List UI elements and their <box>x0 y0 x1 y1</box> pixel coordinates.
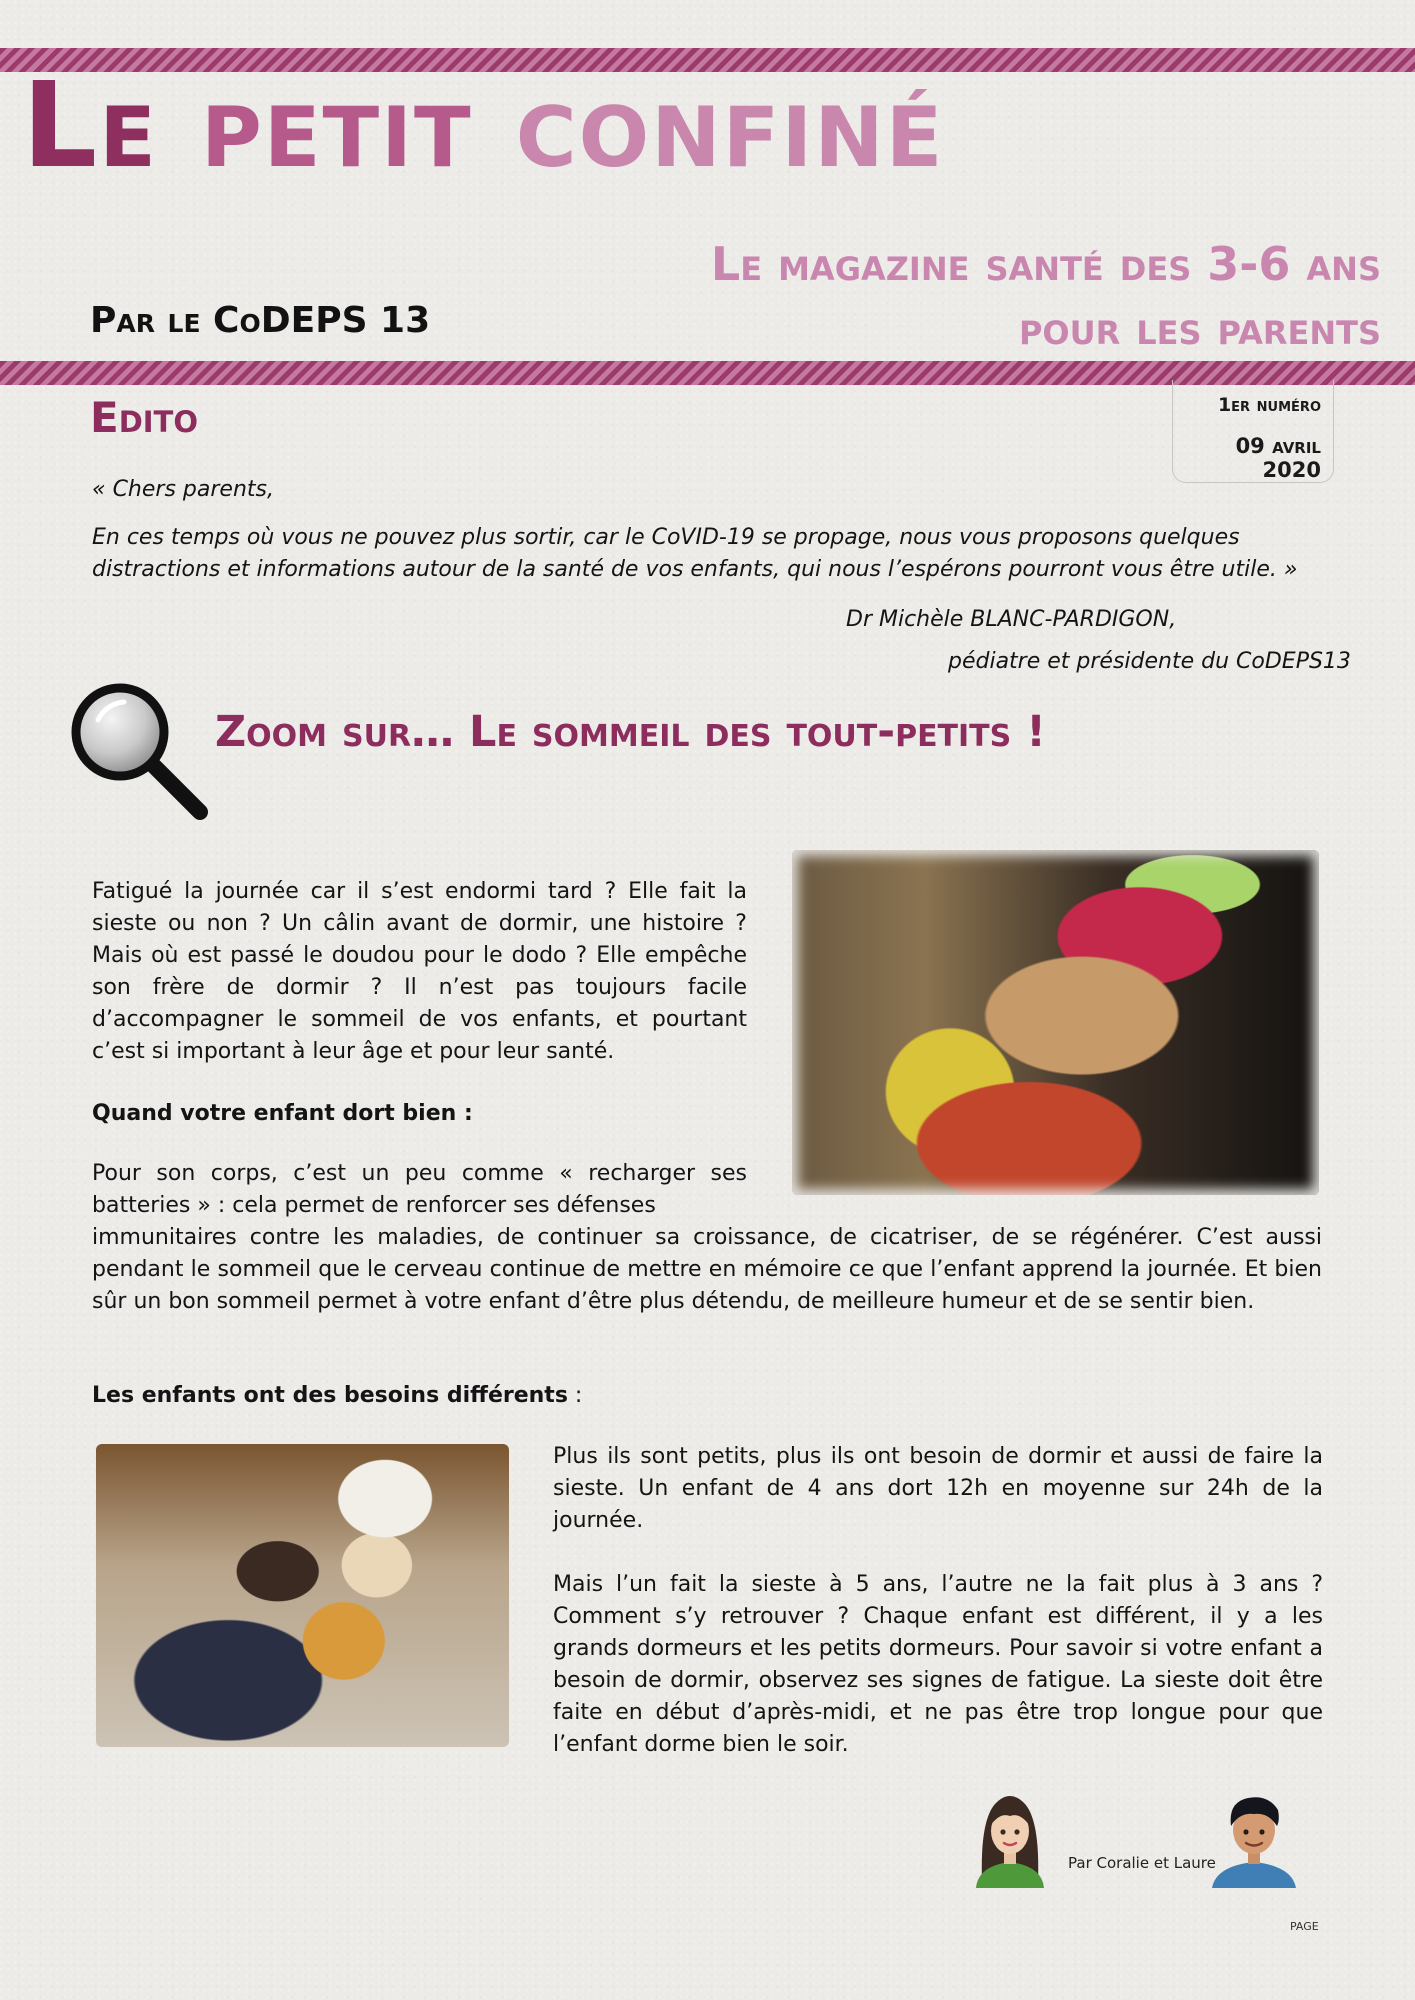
edito-heading: Edito <box>90 393 198 442</box>
edito-signature-name: Dr Michèle BLANC-PARDIGON, <box>846 607 1177 632</box>
needs-paragraph-1: Plus ils sont petits, plus ils ont besoin de dormir et aussi de faire la sieste. Un enfant de 4 ans dort 12h en moyenne sur 24h de la journée. <box>553 1444 1323 1533</box>
heading-good-sleep: Quand votre enfant dort bien : <box>92 1101 473 1126</box>
authors-credit: Par Coralie et Laure <box>1068 1854 1216 1872</box>
zoom-intro: Fatigué la journée car il s’est endormi tard ? Elle fait la sieste ou non ? Un câlin avant de dormir, une histoire ? Mais où est passé le doudou pour le dodo ? Elle empêche son frère de dormir ? Il n’est pas toujours facile d’accompagner le sommeil de vos enfants, et pourtant c’est si important à leur âge et pour leur santé. <box>92 879 747 1064</box>
issue-number: 1er numéro <box>1217 394 1321 416</box>
edito-signature-role: pédiatre et présidente du CoDEPS13 <box>948 649 1351 674</box>
edito-text: En ces temps où vous ne pouvez plus sortir, car le CoVID-19 se propage, nous vous proposons quelques distractions et informations autour de la santé de vos enfants, qui nous l’espérons pourront vous être utile. » <box>92 525 1298 582</box>
page-label: PAGE <box>1290 1920 1319 1933</box>
subtitle-line-2: pour les parents <box>1018 301 1381 355</box>
subtitle-line-1: Le magazine santé des 3-6 ans <box>710 237 1381 291</box>
zoom-heading: Zoom sur… Le sommeil des tout-petits ! <box>215 707 1046 757</box>
magnifier-icon <box>68 680 208 820</box>
good-sleep-text-1: Pour son corps, c’est un peu comme « recharger ses batteries » : cela permet de renforcer ses défenses <box>92 1161 747 1218</box>
byline: Par le CoDEPS 13 <box>90 300 431 341</box>
author-avatar-male <box>1208 1788 1300 1888</box>
needs-paragraph-2: Mais l’un fait la sieste à 5 ans, l’autre ne la fait plus à 3 ans ? Comment s’y retrouver ? Chaque enfant est différent, il y a les grands dormeurs et les petits dormeurs. Pour savoir si votre enfant a besoin de dormir, observez ses signes de fatigue. La sieste doit être faite en début d’après-midi, et ne pas être trop longue pour que l’enfant dorme bien le soir. <box>553 1572 1323 1757</box>
heading-needs <box>92 1380 582 1412</box>
magazine-subtitle <box>561 232 1381 360</box>
issue-date: 09 avril 2020 <box>1235 434 1321 482</box>
title-part-1: Le <box>22 56 201 194</box>
author-avatar-female <box>970 1786 1050 1888</box>
sleeping-child-photo <box>792 850 1319 1195</box>
magazine-title <box>22 56 945 194</box>
heading-needs-suffix: : <box>567 1383 583 1408</box>
napping-toddler-photo <box>96 1444 509 1747</box>
title-part-2: petit <box>200 56 516 194</box>
edito-greeting: « Chers parents, <box>92 477 274 502</box>
good-sleep-text-2: immunitaires contre les maladies, de continuer sa croissance, de cicatriser, de se régénérer. C’est aussi pendant le sommeil que le cerveau continue de mettre en mémoire ce que l’enfant apprend la journée. Et bien sûr un bon sommeil permet à votre enfant d’être plus détendu, de meilleure humeur et de se sentir bien. <box>92 1225 1322 1314</box>
title-part-3: confiné <box>515 56 945 194</box>
issue-info-box <box>1172 380 1334 483</box>
heading-needs-bold: Les enfants ont des besoins différents <box>92 1383 568 1408</box>
